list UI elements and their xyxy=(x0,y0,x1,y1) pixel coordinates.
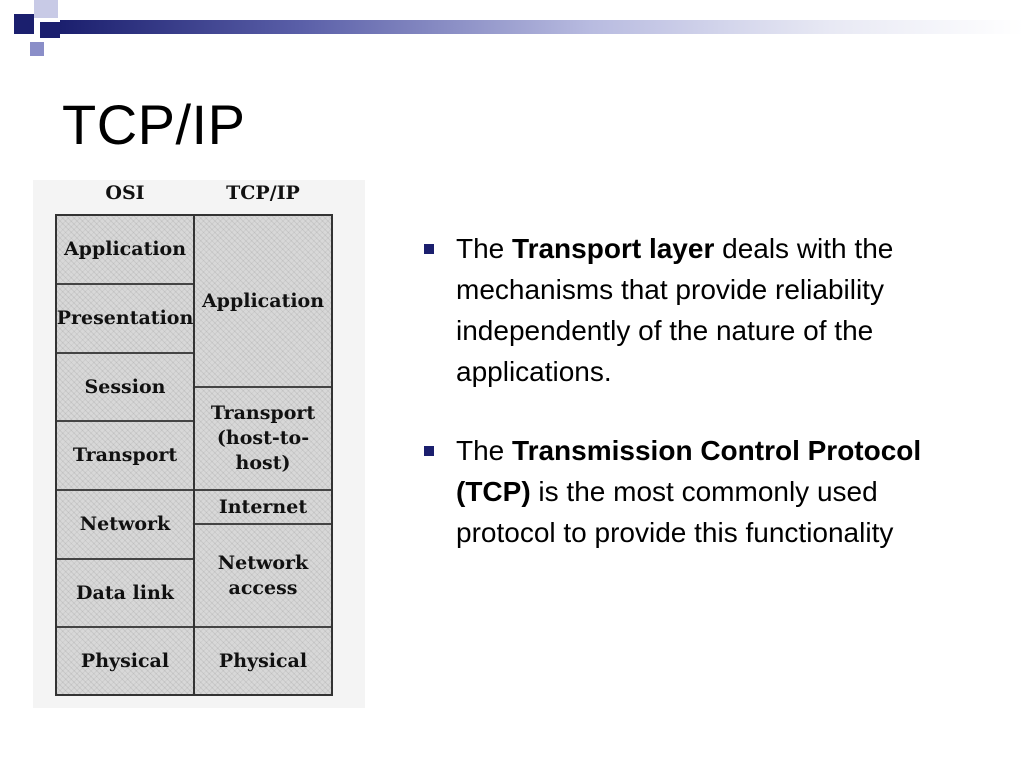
osi-header: OSI xyxy=(105,182,145,204)
bullet-item xyxy=(418,228,958,392)
square-bullet-icon xyxy=(424,244,434,254)
osi-layer-network: Network xyxy=(57,491,193,560)
decor-square-3 xyxy=(40,22,60,38)
bullet-text-bold: Transport layer xyxy=(512,233,715,264)
bullet-text-bold: Transmission Control Protocol (TCP) xyxy=(456,435,922,507)
bullet-list xyxy=(418,228,958,553)
osi-tcpip-diagram xyxy=(33,180,365,708)
decor-square-2 xyxy=(34,0,58,18)
decor-square-1 xyxy=(14,14,34,34)
tcpip-layer-internet: Internet xyxy=(195,491,331,525)
header-gradient-band xyxy=(60,20,1024,34)
tcpip-layer-transport: Transport (host-to-host) xyxy=(195,388,331,491)
bullet-text-post: deals with the mechanisms that provide reliability independently of the nature of the applications. xyxy=(456,233,894,387)
tcpip-stack xyxy=(193,214,333,696)
bullet-text-pre: The xyxy=(456,435,513,466)
osi-layer-data-link: Data link xyxy=(57,560,193,628)
osi-layer-application: Application xyxy=(57,216,193,285)
square-bullet-icon xyxy=(424,446,434,456)
tcpip-layer-network-access: Network access xyxy=(195,525,331,628)
slide-title: TCP/IP xyxy=(62,93,246,156)
osi-stack xyxy=(55,214,195,696)
tcpip-layer-physical: Physical xyxy=(218,649,308,672)
bullet-item xyxy=(418,430,958,553)
osi-layer-session: Session xyxy=(57,354,193,422)
decor-square-4 xyxy=(30,42,44,56)
osi-layer-presentation: Presentation xyxy=(57,285,193,354)
tcpip-layer-application: Application xyxy=(195,216,331,388)
bullet-text-pre: The xyxy=(456,233,513,264)
bullet-text-post: is the most commonly used protocol to provide this functionality xyxy=(456,476,894,548)
osi-layer-physical: Physical xyxy=(80,649,170,672)
tcpip-header: TCP/IP xyxy=(226,182,300,204)
osi-layer-transport: Transport xyxy=(57,422,193,491)
